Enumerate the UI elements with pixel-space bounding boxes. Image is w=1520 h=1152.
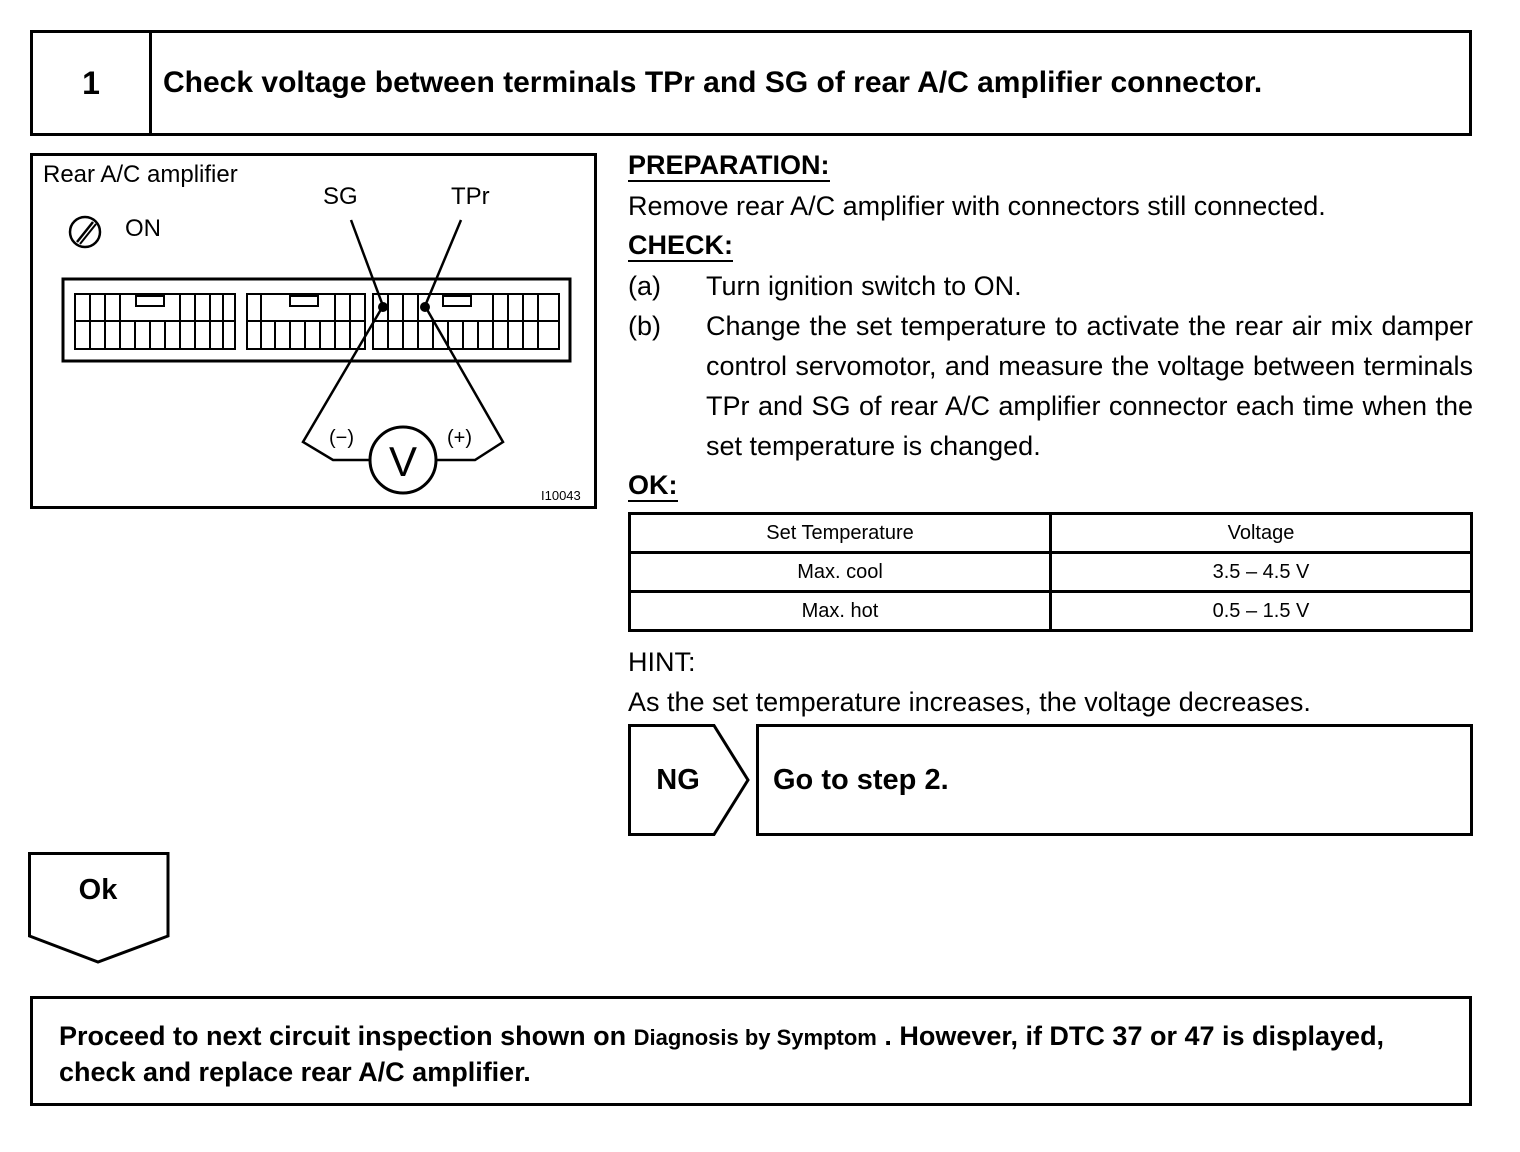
ignition-label: ON bbox=[125, 215, 161, 242]
table-row bbox=[630, 592, 1472, 631]
probe-point-tpr bbox=[420, 302, 430, 312]
voltmeter-symbol: V bbox=[388, 438, 418, 485]
table-row bbox=[630, 553, 1472, 592]
ok-arrow-shape bbox=[28, 852, 170, 964]
final-text-before: Proceed to next circuit inspection shown on bbox=[59, 1021, 634, 1051]
figure-id: I10043 bbox=[541, 488, 581, 503]
step-title: Check voltage between terminals TPr and SG of rear A/C amplifier connector. bbox=[163, 66, 1263, 99]
ng-action: Go to step 2. bbox=[756, 724, 1473, 836]
probe-point-sg bbox=[378, 302, 388, 312]
connector-body bbox=[63, 279, 570, 361]
table-cell: 3.5 – 4.5 V bbox=[1051, 553, 1472, 592]
step-header bbox=[30, 30, 1472, 136]
check-step bbox=[628, 266, 1473, 306]
check-step-text: Turn ignition switch to ON. bbox=[706, 271, 1022, 301]
check-heading: CHECK: bbox=[628, 230, 733, 260]
ignition-key-icon bbox=[70, 217, 100, 247]
ok-heading-row bbox=[628, 470, 1473, 504]
diagram-title: Rear A/C amplifier bbox=[43, 161, 238, 188]
table-header-row bbox=[630, 514, 1472, 553]
terminal-tpr-label: TPr bbox=[451, 183, 490, 210]
ok-result-arrow bbox=[28, 852, 170, 964]
ng-label: NG bbox=[656, 763, 700, 796]
ng-result-box bbox=[628, 724, 1473, 836]
terminal-sg-label: SG bbox=[323, 183, 358, 210]
negative-label: (−) bbox=[329, 427, 354, 449]
final-text-after: . However, if DTC 37 or 47 is displayed, check and replace rear A/C amplifier. bbox=[59, 1021, 1385, 1087]
ok-heading: OK: bbox=[628, 470, 678, 500]
connector-diagram bbox=[30, 153, 597, 509]
table-header-cell: Voltage bbox=[1051, 514, 1472, 553]
check-step-label: (b) bbox=[628, 311, 661, 341]
check-step-text: Change the set temperature to activate the rear air mix damper control servomotor, and measure the voltage between terminals TPr and SG of rear A/C amplifier connector each time when the set temperature is changed. bbox=[706, 311, 1473, 461]
table-header-cell: Set Temperature bbox=[630, 514, 1051, 553]
hint-heading: HINT: bbox=[628, 647, 696, 677]
table-cell: Max. hot bbox=[630, 592, 1051, 631]
check-step-label: (a) bbox=[628, 271, 661, 301]
positive-label: (+) bbox=[447, 427, 472, 449]
check-heading-row bbox=[628, 230, 1473, 264]
ok-spec-table bbox=[628, 512, 1473, 632]
check-step bbox=[628, 306, 1473, 466]
table-cell: 0.5 – 1.5 V bbox=[1051, 592, 1472, 631]
preparation-heading-row bbox=[628, 150, 1473, 184]
final-instruction bbox=[30, 996, 1472, 1106]
voltmeter-icon bbox=[370, 427, 436, 493]
table-cell: Max. cool bbox=[630, 553, 1051, 592]
preparation-text: Remove rear A/C amplifier with connectors still connected. bbox=[628, 191, 1326, 221]
diagram-drawing bbox=[33, 156, 594, 506]
hint-text: As the set temperature increases, the voltage decreases. bbox=[628, 687, 1311, 717]
diagnosis-reference: Diagnosis by Symptom bbox=[633, 1025, 877, 1050]
ok-label: Ok bbox=[78, 874, 118, 906]
step-number: 1 bbox=[33, 33, 152, 133]
preparation-heading: PREPARATION: bbox=[628, 150, 830, 180]
